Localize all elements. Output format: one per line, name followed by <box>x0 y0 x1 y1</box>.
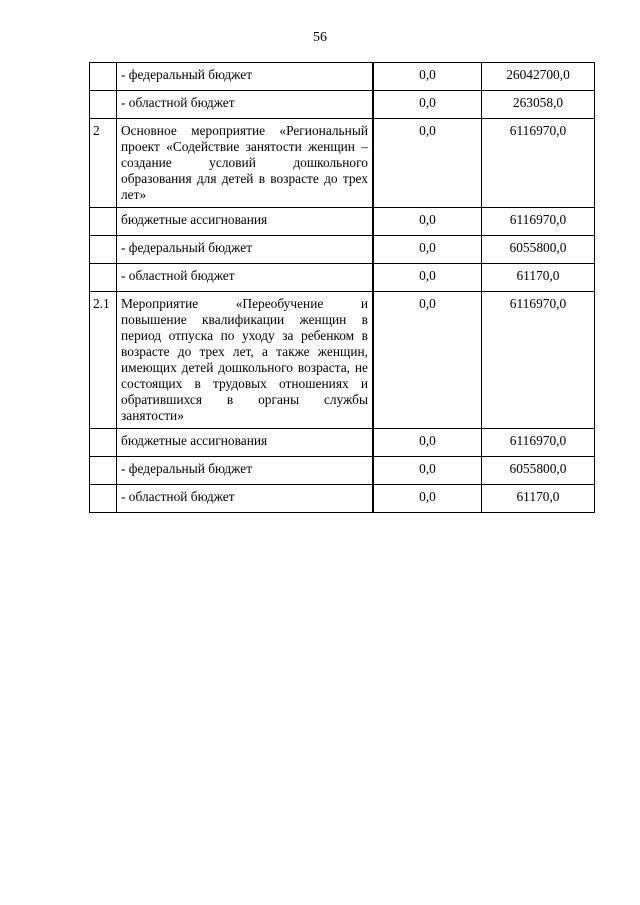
row-value-1: 0,0 <box>373 264 482 292</box>
row-value-2: 26042700,0 <box>482 63 595 91</box>
row-name: Основное мероприятие «Региональный проект «Содействие занятости женщин – создание условий дошкольного образования для детей в возрасте до трех лет» <box>117 119 374 208</box>
table-row <box>90 208 595 236</box>
budget-table <box>89 62 595 513</box>
table-row <box>90 457 595 485</box>
row-name: бюджетные ассигнования <box>117 208 374 236</box>
row-name: - федеральный бюджет <box>117 457 374 485</box>
row-value-1: 0,0 <box>373 429 482 457</box>
row-value-1: 0,0 <box>373 292 482 429</box>
row-number <box>90 236 117 264</box>
table-row <box>90 485 595 513</box>
table-row <box>90 63 595 91</box>
table-row <box>90 429 595 457</box>
row-name: - федеральный бюджет <box>117 63 374 91</box>
row-name: - областной бюджет <box>117 91 374 119</box>
row-number: 2.1 <box>90 292 117 429</box>
row-value-2: 6116970,0 <box>482 208 595 236</box>
row-value-2: 263058,0 <box>482 91 595 119</box>
row-name: бюджетные ассигнования <box>117 429 374 457</box>
row-name: - областной бюджет <box>117 485 374 513</box>
row-value-1: 0,0 <box>373 208 482 236</box>
table-row <box>90 264 595 292</box>
row-number <box>90 208 117 236</box>
row-value-2: 61170,0 <box>482 264 595 292</box>
row-number <box>90 264 117 292</box>
page-number: 56 <box>313 30 327 45</box>
row-name: Мероприятие «Переобучение и повышение квалификации женщин в период отпуска по уходу за ребенком в возрасте до трех лет, а также женщин, имеющих детей дошкольного возраста, не состоящих в трудовых отношениях и обратившихся в органы службы занятости» <box>117 292 374 429</box>
row-value-1: 0,0 <box>373 236 482 264</box>
row-value-2: 6116970,0 <box>482 292 595 429</box>
row-number <box>90 63 117 91</box>
row-value-1: 0,0 <box>373 63 482 91</box>
row-number <box>90 485 117 513</box>
row-value-2: 6116970,0 <box>482 429 595 457</box>
row-number: 2 <box>90 119 117 208</box>
row-name: - федеральный бюджет <box>117 236 374 264</box>
row-value-2: 6055800,0 <box>482 236 595 264</box>
table-row <box>90 236 595 264</box>
row-number <box>90 91 117 119</box>
row-value-2: 6116970,0 <box>482 119 595 208</box>
row-value-1: 0,0 <box>373 119 482 208</box>
row-number <box>90 429 117 457</box>
table-row <box>90 119 595 208</box>
row-value-2: 61170,0 <box>482 485 595 513</box>
row-number <box>90 457 117 485</box>
table-row <box>90 292 595 429</box>
row-value-1: 0,0 <box>373 485 482 513</box>
row-value-1: 0,0 <box>373 91 482 119</box>
table-row <box>90 91 595 119</box>
row-value-2: 6055800,0 <box>482 457 595 485</box>
row-value-1: 0,0 <box>373 457 482 485</box>
row-name: - областной бюджет <box>117 264 374 292</box>
